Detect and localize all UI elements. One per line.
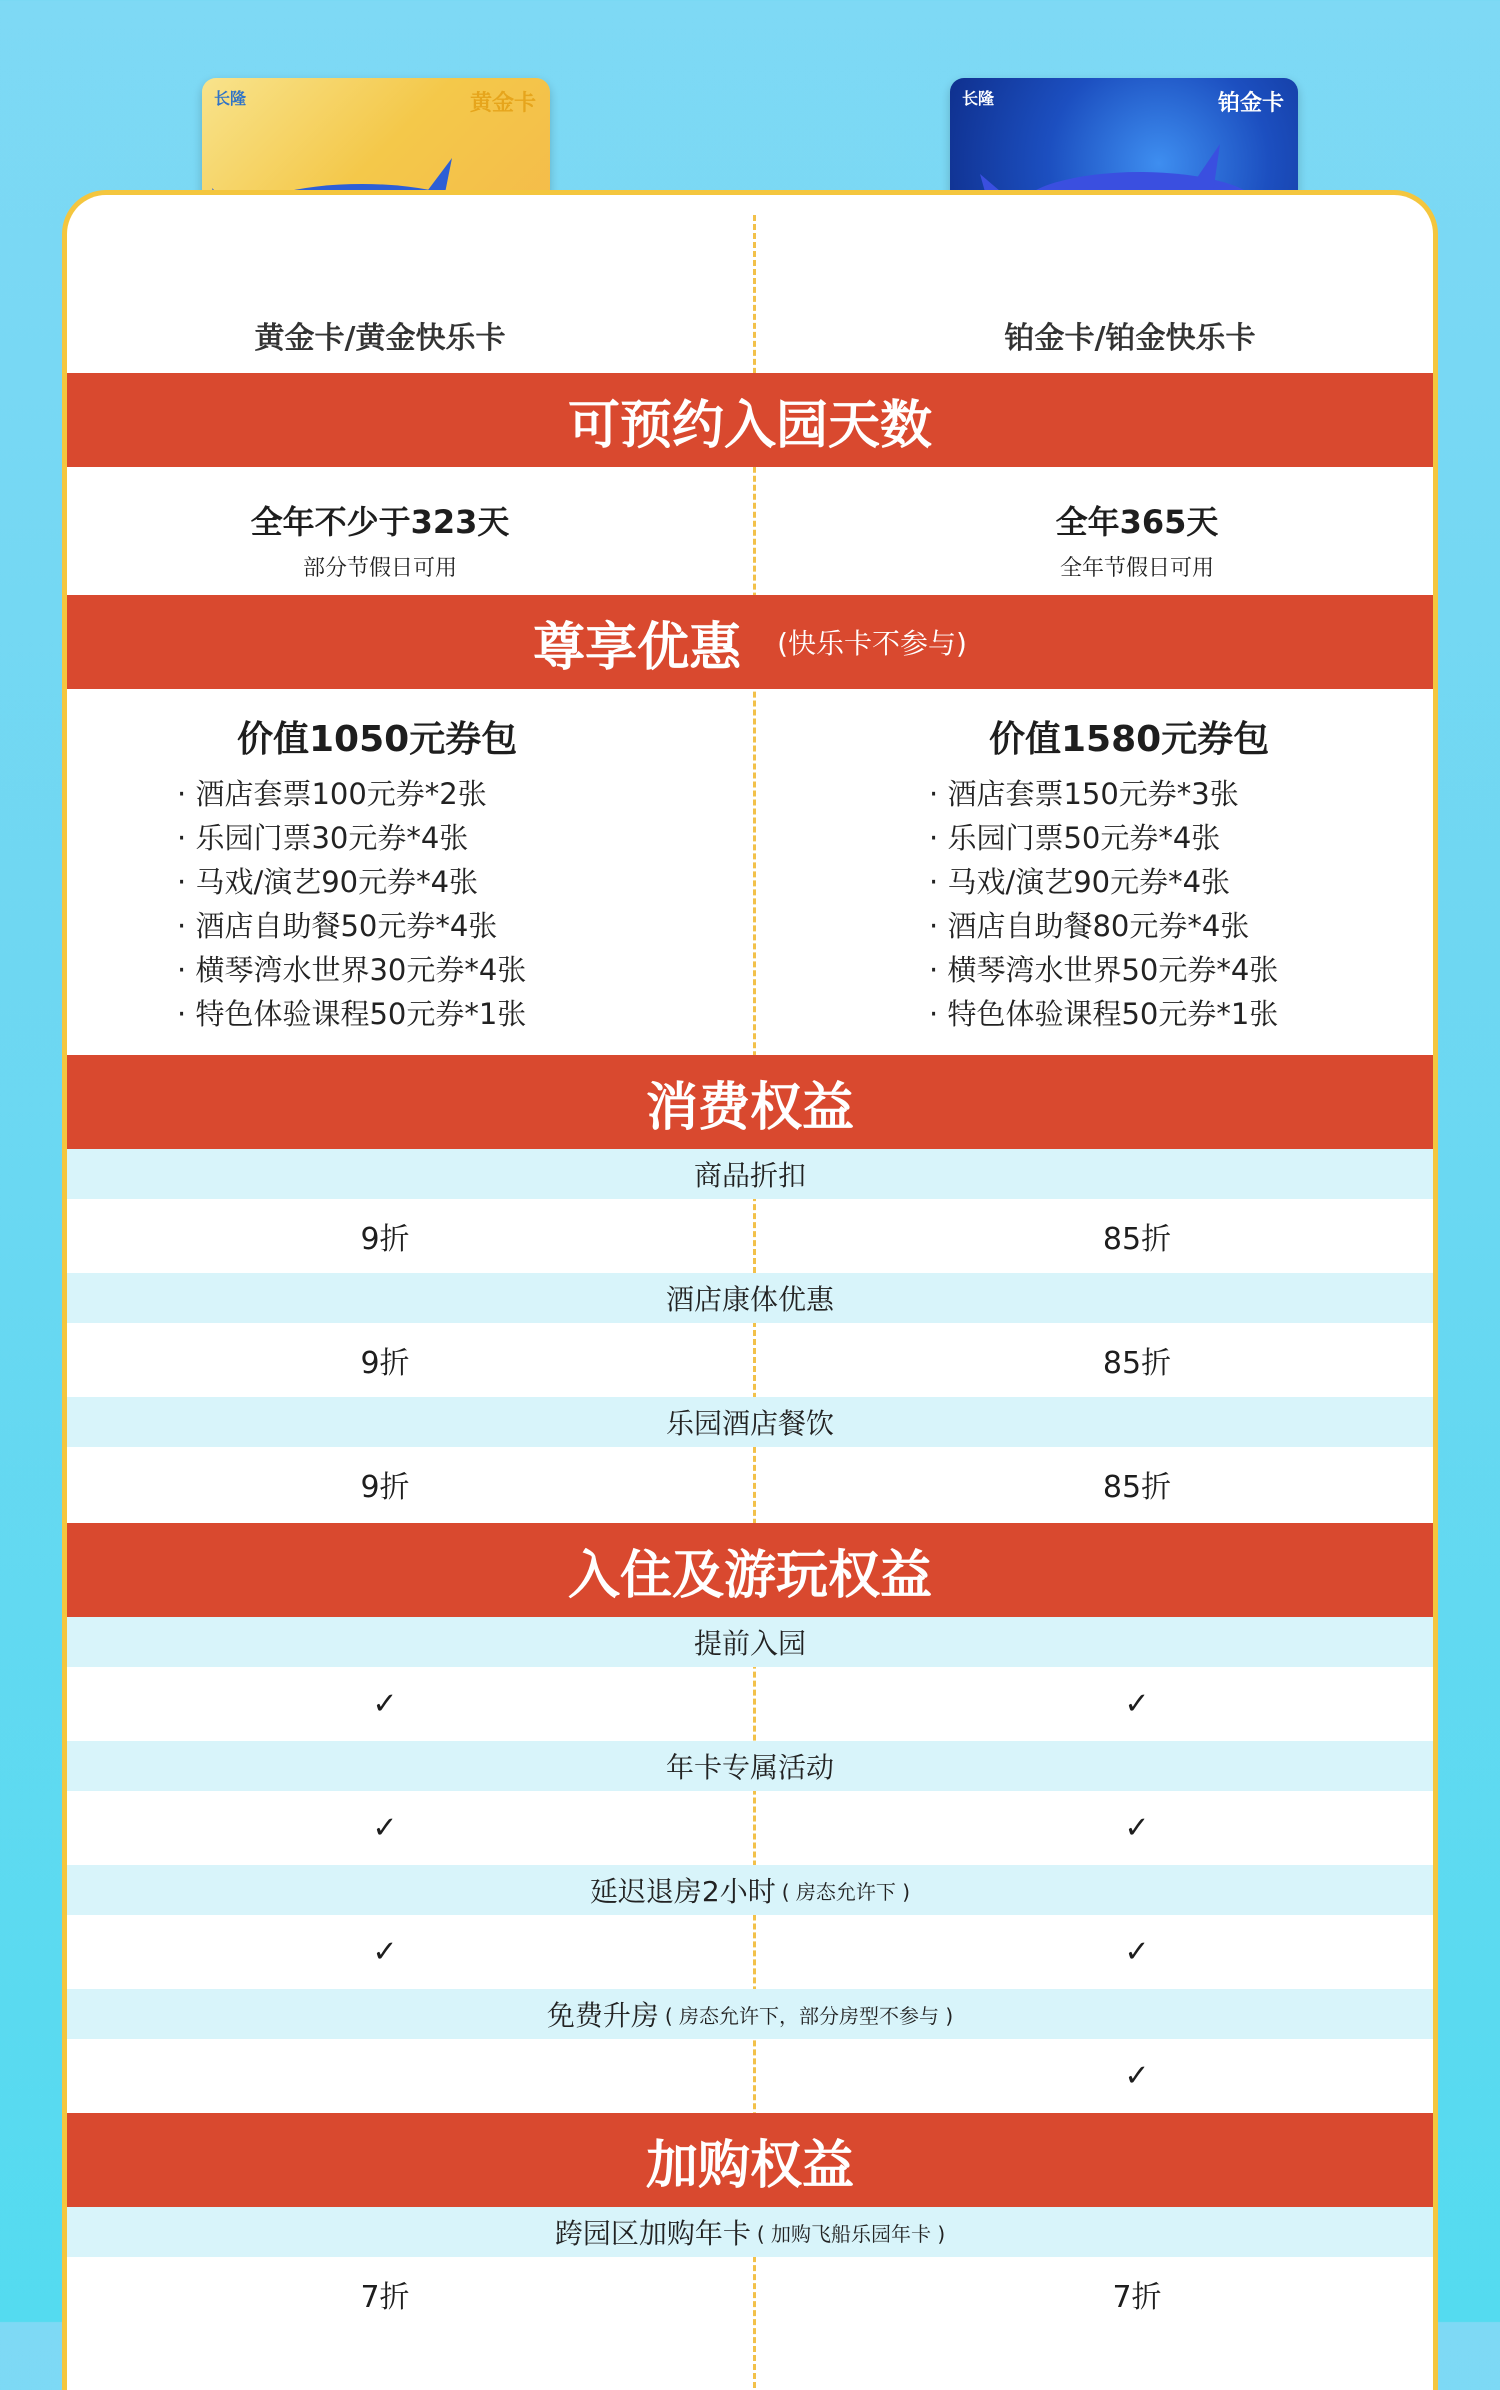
voucher-item: · 马戏/演艺90元券*4张 xyxy=(177,860,526,904)
benefit-value-row xyxy=(67,2039,1433,2113)
voucher-item: · 马戏/演艺90元券*4张 xyxy=(929,860,1278,904)
gold-value: 9折 xyxy=(360,1346,410,1381)
benefit-value-row xyxy=(67,1791,1433,1865)
benefit-label: 跨园区加购年卡 xyxy=(554,2217,751,2250)
voucher-item: · 酒店套票150元券*3张 xyxy=(929,772,1278,816)
section-title: 入住及游玩权益 xyxy=(567,1545,932,1606)
benefit-label: 免费升房 xyxy=(546,1999,659,2032)
checkmark-icon: ✓ xyxy=(372,1810,398,1846)
benefit-value-row xyxy=(67,1199,1433,1273)
section-header-addon xyxy=(67,2113,1433,2207)
benefit-label-row xyxy=(67,1273,1433,1323)
benefit-label: 商品折扣 xyxy=(693,1159,806,1192)
section-consumption xyxy=(67,1055,1433,1521)
benefit-note: ( 加购飞船乐园年卡 ) xyxy=(756,2221,946,2246)
days-main: 全年不少于323天 xyxy=(250,503,510,541)
benefit-note: ( 房态允许下 ) xyxy=(781,1879,911,1904)
checkmark-icon: ✓ xyxy=(1124,1810,1150,1846)
benefit-value-row xyxy=(67,1447,1433,1521)
platinum-value: 85折 xyxy=(1102,1346,1172,1381)
days-sub: 部分节假日可用 xyxy=(302,556,457,581)
chimelong-logo: 长隆 xyxy=(214,89,247,108)
voucher-item: · 特色体验课程50元券*1张 xyxy=(929,992,1278,1036)
platinum-value: 7折 xyxy=(1112,2280,1162,2315)
benefit-note: ( 房态允许下，部分房型不参与 ) xyxy=(664,2003,954,2028)
section-title: 可预约入园天数 xyxy=(567,395,932,456)
gold-value: 9折 xyxy=(360,1222,410,1257)
voucher-item: · 酒店自助餐80元券*4张 xyxy=(929,904,1278,948)
platinum-value: 85折 xyxy=(1102,1470,1172,1505)
section-header-discounts xyxy=(67,595,1433,689)
checkmark-icon: ✓ xyxy=(372,1934,398,1970)
section-header-stay xyxy=(67,1523,1433,1617)
checkmark-icon: ✓ xyxy=(372,1686,398,1722)
section-title: 尊享优惠 xyxy=(533,617,742,678)
benefit-label-row xyxy=(67,1617,1433,1667)
benefit-label-row xyxy=(67,1741,1433,1791)
gold-card-label: 黄金卡/黄金快乐卡 xyxy=(254,321,506,356)
checkmark-icon: ✓ xyxy=(1124,2058,1150,2094)
gold-voucher-pack xyxy=(177,711,526,1036)
checkmark-icon: ✓ xyxy=(1124,1686,1150,1722)
platinum-card-label: 铂金卡/铂金快乐卡 xyxy=(1004,321,1256,356)
benefit-label-row xyxy=(67,2207,1433,2257)
gold-value: 9折 xyxy=(360,1470,410,1505)
benefit-label-row xyxy=(67,1989,1433,2039)
voucher-item: · 横琴湾水世界50元券*4张 xyxy=(929,948,1278,992)
pack-title: 价值1580元券包 xyxy=(989,719,1270,760)
card-name: 铂金卡 xyxy=(1217,91,1284,116)
section-addon xyxy=(67,2113,1433,2331)
days-sub: 全年节假日可用 xyxy=(1059,556,1214,581)
pack-title: 价值1050元券包 xyxy=(237,719,518,760)
platinum-voucher-pack xyxy=(929,711,1278,1036)
benefit-value-row xyxy=(67,1915,1433,1989)
benefit-label: 延迟退房2小时 xyxy=(589,1875,776,1908)
voucher-item: · 乐园门票30元券*4张 xyxy=(177,816,526,860)
section-header-days xyxy=(67,373,1433,467)
checkmark-icon: ✓ xyxy=(1124,1934,1150,1970)
card-name: 黄金卡 xyxy=(469,91,536,116)
benefit-label: 乐园酒店餐饮 xyxy=(665,1407,834,1440)
section-stay xyxy=(67,1523,1433,2113)
benefit-label: 年卡专属活动 xyxy=(665,1751,834,1784)
benefit-value-row xyxy=(67,1323,1433,1397)
benefit-label-row xyxy=(67,1397,1433,1447)
benefit-label-row xyxy=(67,1149,1433,1199)
voucher-item: · 酒店自助餐50元券*4张 xyxy=(177,904,526,948)
benefit-value-row xyxy=(67,1667,1433,1741)
voucher-item: · 横琴湾水世界30元券*4张 xyxy=(177,948,526,992)
days-main: 全年365天 xyxy=(1055,503,1219,541)
benefit-value-row xyxy=(67,2257,1433,2331)
section-header-consumption xyxy=(67,1055,1433,1149)
voucher-item: · 乐园门票50元券*4张 xyxy=(929,816,1278,860)
benefit-label-row xyxy=(67,1865,1433,1915)
gold-value: 7折 xyxy=(360,2280,410,2315)
voucher-item: · 酒店套票100元券*2张 xyxy=(177,772,526,816)
section-title: 消费权益 xyxy=(645,1077,854,1138)
voucher-item: · 特色体验课程50元券*1张 xyxy=(177,992,526,1036)
benefits-panel xyxy=(62,190,1438,2390)
section-title: 加购权益 xyxy=(645,2135,854,2196)
benefit-label: 酒店康体优惠 xyxy=(665,1283,834,1316)
gold-days xyxy=(251,497,510,582)
platinum-value: 85折 xyxy=(1102,1222,1172,1257)
chimelong-logo: 长隆 xyxy=(962,89,995,108)
section-note: (快乐卡不参与) xyxy=(777,627,967,660)
platinum-days xyxy=(1056,497,1219,582)
benefit-label: 提前入园 xyxy=(693,1627,806,1660)
